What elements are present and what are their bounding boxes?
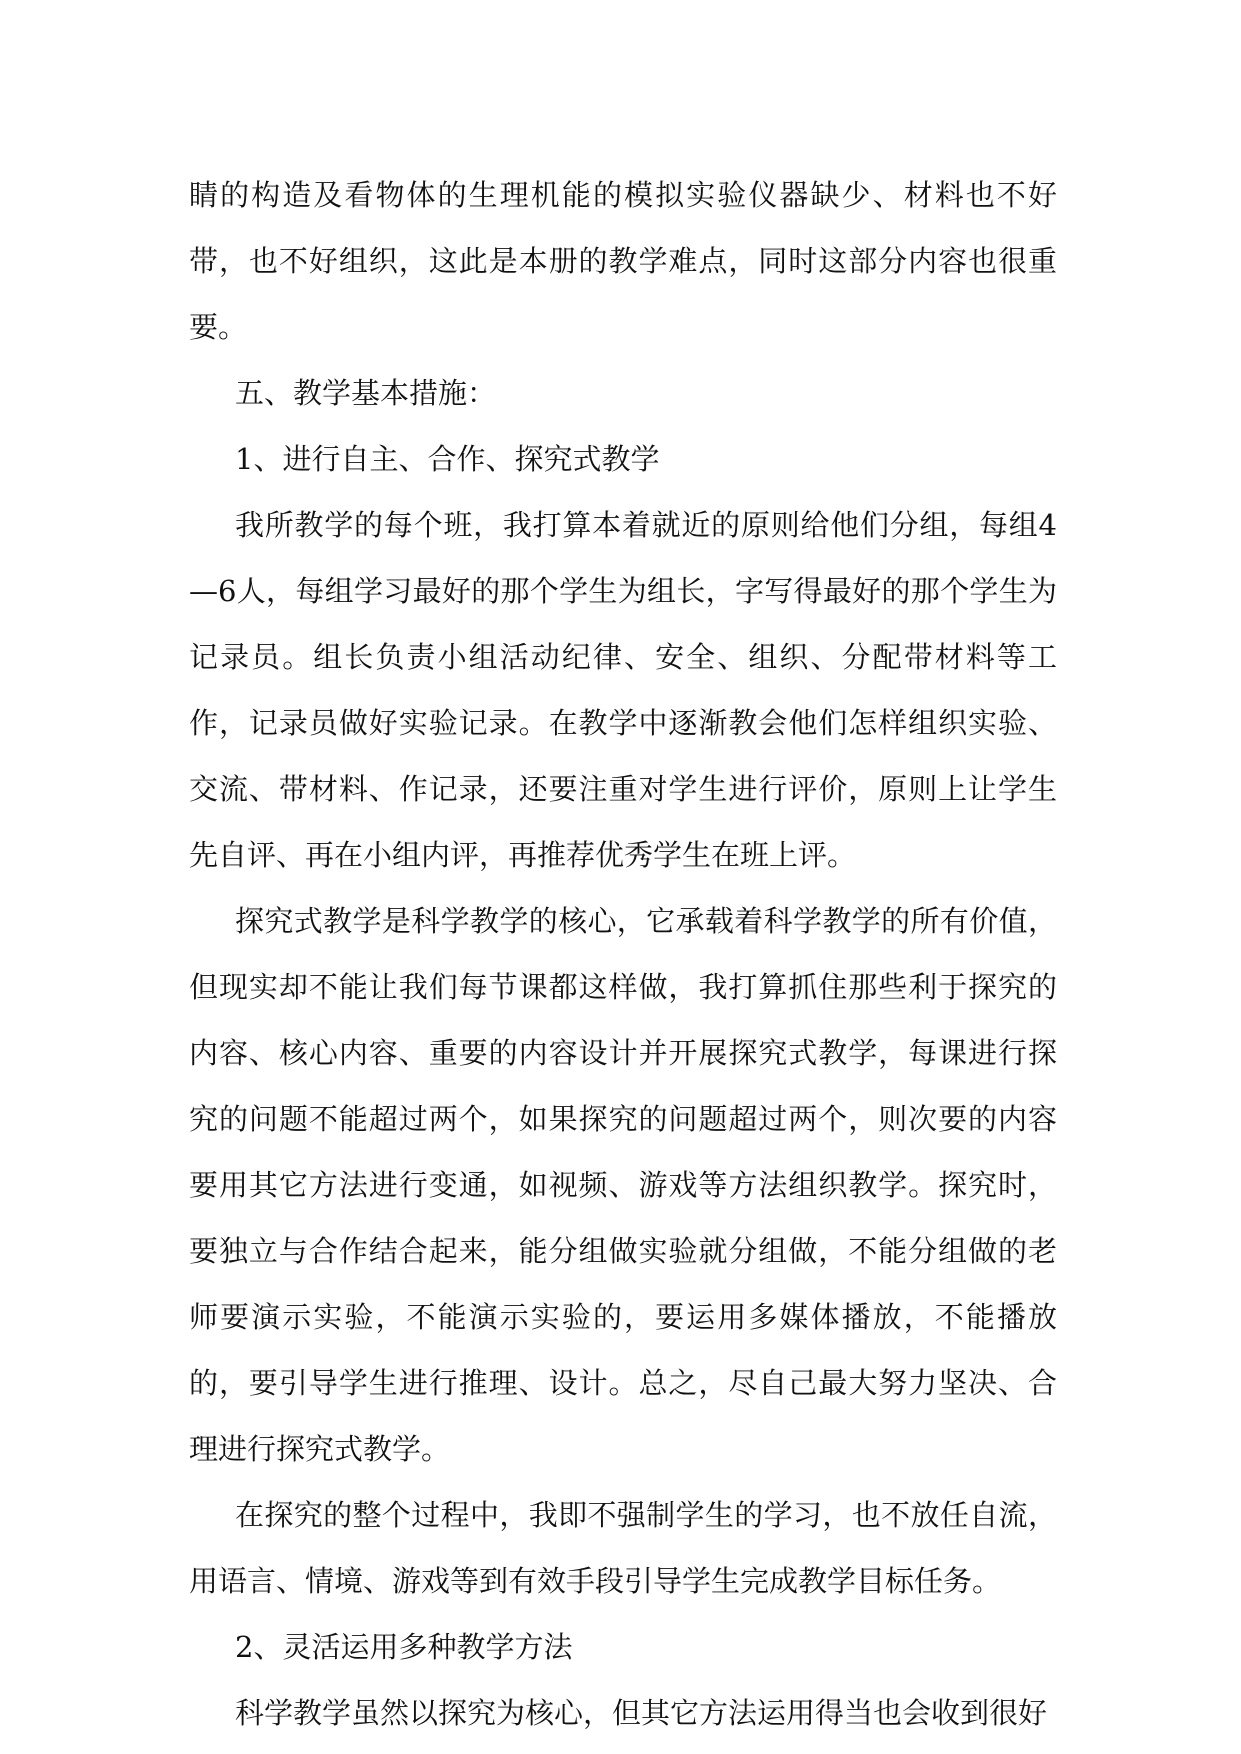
paragraph-continuation: 睛的构造及看物体的生理机能的模拟实验仪器缺少、材料也不好带，也不好组织，这此是本册的教学难点，同时这部分内容也很重要。 <box>189 178 1057 344</box>
section-heading: 五、教学基本措施： <box>235 376 497 410</box>
paragraph-methods: 科学教学虽然以探究为核心，但其它方法运用得当也会收到很好 <box>235 1696 1048 1730</box>
paragraph-process: 在探究的整个过程中，我即不强制学生的学习，也不放任自流，用语言、情境、游戏等到有效手段引导学生完成教学目标任务。 <box>189 1498 1057 1598</box>
paragraph-grouping: 我所教学的每个班，我打算本着就近的原则给他们分组，每组4—6人，每组学习最好的那个学生为组长，字写得最好的那个学生为记录员。组长负责小组活动纪律、安全、组织、分配带材料等工作，记录员做好实验记录。在教学中逐渐教会他们怎样组织实验、交流、带材料、作记录，还要注重对学生进行评价，原则上让学生先自评、再在小组内评，再推荐优秀学生在班上评。 <box>189 508 1057 872</box>
subheading-1: 1、进行自主、合作、探究式教学 <box>235 442 660 476</box>
document-body <box>189 162 1057 1746</box>
paragraph-inquiry: 探究式教学是科学教学的核心，它承载着科学教学的所有价值，但现实却不能让我们每节课都这样做，我打算抓住那些利于探究的内容、核心内容、重要的内容设计并开展探究式教学，每课进行探究的问题不能超过两个，如果探究的问题超过两个，则次要的内容要用其它方法进行变通，如视频、游戏等方法组织教学。探究时，要独立与合作结合起来，能分组做实验就分组做，不能分组做的老师要演示实验，不能演示实验的，要运用多媒体播放，不能播放的，要引导学生进行推理、设计。总之，尽自己最大努力坚决、合理进行探究式教学。 <box>189 904 1057 1466</box>
subheading-2: 2、灵活运用多种教学方法 <box>235 1630 573 1664</box>
